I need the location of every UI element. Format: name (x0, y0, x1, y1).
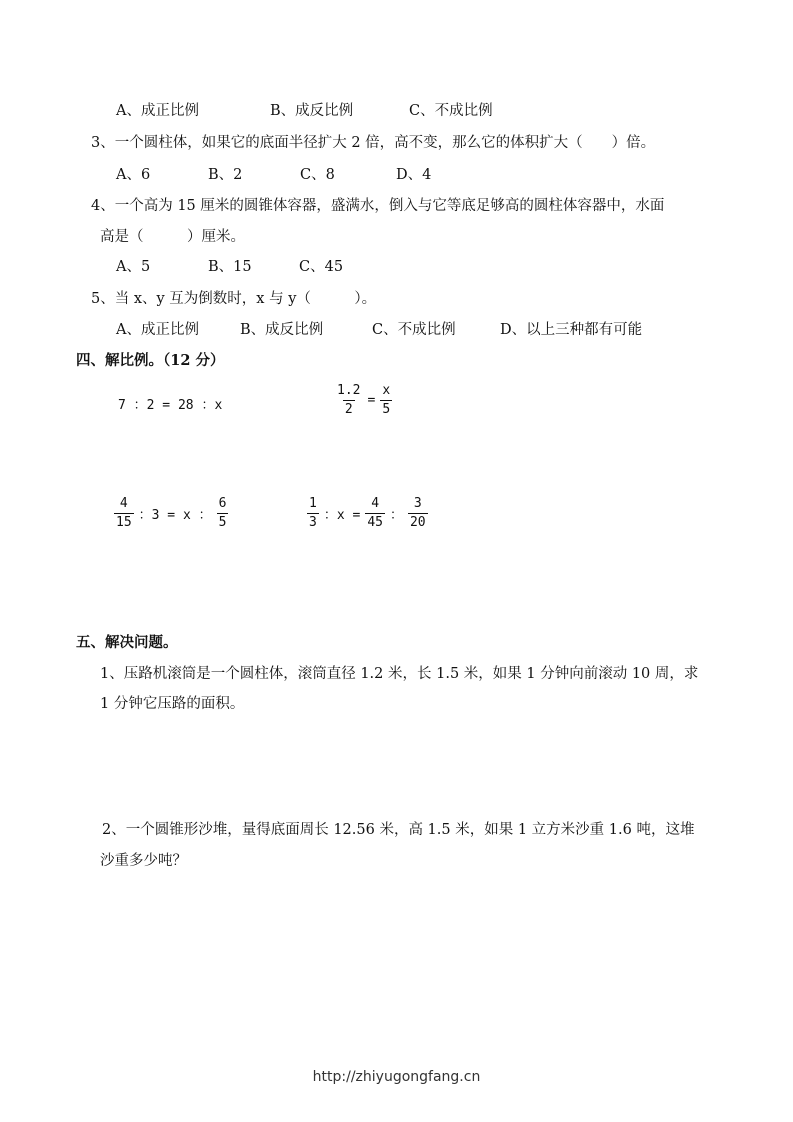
proportion-eq1 (118, 394, 222, 413)
eq3-den-right: 5 (218, 515, 227, 530)
q4-option-a: A、5 (116, 259, 151, 275)
q2-option-a: A、成正比例 (116, 103, 199, 119)
eq4-middle: ：x = (323, 508, 361, 523)
eq2-num-left: 1.2 (337, 383, 361, 398)
problem2-line1: 2、一个圆锥形沙堆，量得底面周长 12.56 米，高 1.5 米，如果 1 立方米沙重 1.6 吨，这堆 (102, 822, 695, 838)
eq4-num-1: 1 (309, 496, 317, 511)
eq2-den-right: 5 (382, 402, 391, 417)
q4-stem-line2: 高是（ ）厘米。 (100, 229, 245, 245)
eq3-fraction-right (217, 496, 229, 531)
q3-option-b: B、2 (208, 167, 243, 183)
eq1-text: 7 ：2 = 28 ：x (118, 398, 223, 413)
proportion-eq3 (112, 496, 230, 531)
eq3-den-left: 15 (116, 515, 132, 530)
problem1-line1: 1、压路机滚筒是一个圆柱体，滚筒直径 1.2 米，长 1.5 米，如果 1 分钟向前滚动 10 周，求 (100, 666, 699, 682)
q4-option-c: C、45 (299, 259, 344, 275)
q3-option-d: D、4 (396, 167, 432, 183)
eq2-fraction-left (335, 383, 362, 418)
problem1-line2: 1 分钟它压路的面积。 (100, 696, 245, 712)
eq4-fraction-2 (365, 496, 385, 531)
eq3-num-right: 6 (218, 496, 227, 511)
proportion-eq2 (333, 383, 394, 418)
proportion-eq4 (305, 496, 430, 531)
q4-stem-line1: 4、一个高为 15 厘米的圆锥体容器，盛满水，倒入与它等底足够高的圆柱体容器中，水面 (91, 198, 665, 214)
q5-option-c: C、不成比例 (372, 322, 456, 338)
q5-option-a: A、成正比例 (116, 322, 199, 338)
eq3-num-left: 4 (119, 496, 128, 511)
eq2-fraction-right (380, 383, 392, 418)
eq2-num-right: x (382, 383, 391, 398)
section5-title: 五、解决问题。 (76, 634, 178, 651)
q3-stem: 3、一个圆柱体，如果它的底面半径扩大 2 倍，高不变，那么它的体积扩大（ ）倍。 (91, 135, 656, 151)
eq4-den-1: 3 (309, 515, 317, 530)
eq4-fraction-1 (307, 496, 319, 531)
eq4-num-3: 3 (413, 496, 422, 511)
footer-url: http://zhiyugongfang.cn (312, 1069, 481, 1085)
q2-option-b: B、成反比例 (270, 103, 354, 119)
q5-option-b: B、成反比例 (240, 322, 324, 338)
eq2-equals: = (367, 393, 376, 408)
q5-option-d: D、以上三种都有可能 (500, 322, 643, 338)
eq4-colon: ： (389, 508, 403, 523)
section4-title: 四、解比例。（12 分） (76, 352, 225, 369)
eq3-fraction-left (114, 496, 134, 531)
q4-option-b: B、15 (208, 259, 252, 275)
eq4-den-3: 20 (409, 515, 426, 530)
eq4-den-2: 45 (367, 515, 383, 530)
problem2-line2: 沙重多少吨？ (100, 853, 187, 869)
q2-option-c: C、不成比例 (409, 103, 493, 119)
eq4-num-2: 4 (371, 496, 380, 511)
eq3-middle: ：3 = x ： (138, 508, 212, 523)
eq4-fraction-3 (408, 496, 428, 531)
q3-option-c: C、8 (300, 167, 335, 183)
eq2-den-left: 2 (344, 402, 353, 417)
q5-stem: 5、当 x、y 互为倒数时，x 与 y（ ）。 (91, 291, 377, 307)
q3-option-a: A、6 (116, 167, 151, 183)
